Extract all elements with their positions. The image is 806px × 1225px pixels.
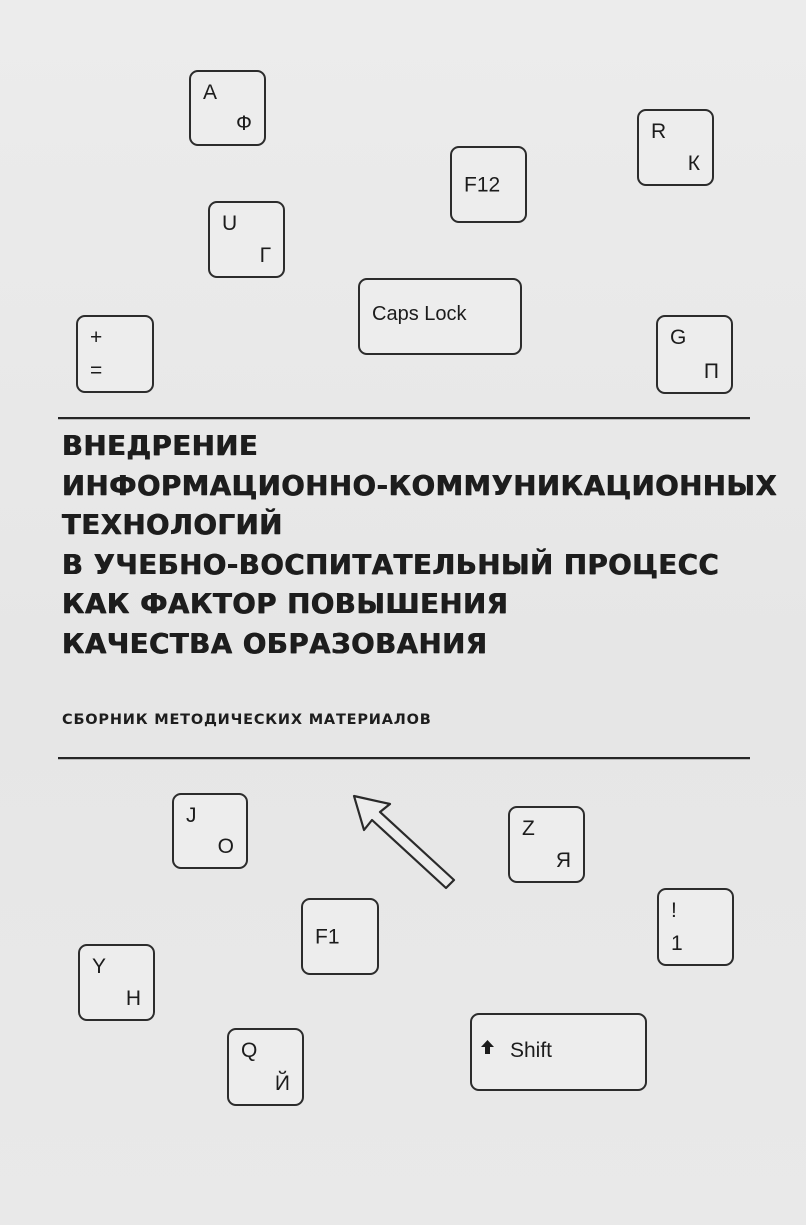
- key-f1-label: F1: [315, 925, 340, 948]
- key-y-cyrillic: Н: [125, 987, 141, 1010]
- key-exclamation-1[interactable]: [657, 888, 734, 966]
- key-r[interactable]: [637, 109, 714, 186]
- key-j-latin: J: [186, 804, 197, 827]
- key-excl-lower: 1: [671, 932, 683, 955]
- key-z[interactable]: [508, 806, 585, 883]
- bottom-divider: [58, 757, 750, 760]
- title-line-1: ВНЕДРЕНИЕ: [62, 430, 259, 462]
- key-a[interactable]: [189, 70, 266, 146]
- book-subtitle: СБОРНИК МЕТОДИЧЕСКИХ МАТЕРИАЛОВ: [62, 712, 432, 728]
- key-plus-upper: +: [90, 326, 103, 349]
- key-r-cyrillic: К: [687, 152, 700, 175]
- key-r-latin: R: [651, 120, 667, 143]
- cursor-arrow-icon: [346, 788, 462, 892]
- key-u-latin: U: [222, 212, 238, 235]
- key-plus-equals[interactable]: [76, 315, 154, 393]
- key-caps-lock[interactable]: [358, 278, 522, 355]
- key-g-latin: G: [670, 326, 687, 349]
- key-y-latin: Y: [92, 955, 107, 978]
- key-shift[interactable]: [470, 1013, 647, 1091]
- key-j-cyrillic: О: [217, 835, 234, 858]
- key-z-cyrillic: Я: [555, 849, 571, 872]
- key-q[interactable]: [227, 1028, 304, 1106]
- shift-arrow-icon: [481, 1040, 494, 1054]
- title-line-2: ИНФОРМАЦИОННО-КОММУНИКАЦИОННЫХ: [62, 469, 778, 502]
- title-line-4: В УЧЕБНО-ВОСПИТАТЕЛЬНЫЙ ПРОЦЕСС: [62, 548, 720, 581]
- key-q-cyrillic: Й: [274, 1072, 290, 1095]
- key-q-latin: Q: [241, 1039, 258, 1062]
- key-y[interactable]: [78, 944, 155, 1021]
- key-u-cyrillic: Г: [259, 244, 271, 267]
- title-line-3: ТЕХНОЛОГИЙ: [62, 509, 283, 541]
- key-a-latin: A: [203, 81, 218, 104]
- key-shift-label: Shift: [510, 1039, 553, 1062]
- title-line-6: КАЧЕСТВА ОБРАЗОВАНИЯ: [62, 627, 488, 660]
- key-z-latin: Z: [522, 817, 535, 840]
- top-divider: [58, 417, 750, 420]
- key-f1[interactable]: [301, 898, 379, 975]
- title-line-5: КАК ФАКТОР ПОВЫШЕНИЯ: [62, 588, 509, 620]
- key-a-cyrillic: Ф: [236, 112, 252, 135]
- key-u[interactable]: [208, 201, 285, 278]
- key-g[interactable]: [656, 315, 733, 394]
- key-g-cyrillic: П: [703, 360, 719, 383]
- book-title: [62, 427, 777, 664]
- key-f12-label: F12: [464, 173, 501, 196]
- key-excl-upper: !: [671, 899, 677, 922]
- key-j[interactable]: [172, 793, 248, 869]
- key-f12[interactable]: [450, 146, 527, 223]
- key-plus-lower: =: [90, 359, 103, 382]
- key-caps-label: Caps Lock: [372, 303, 467, 325]
